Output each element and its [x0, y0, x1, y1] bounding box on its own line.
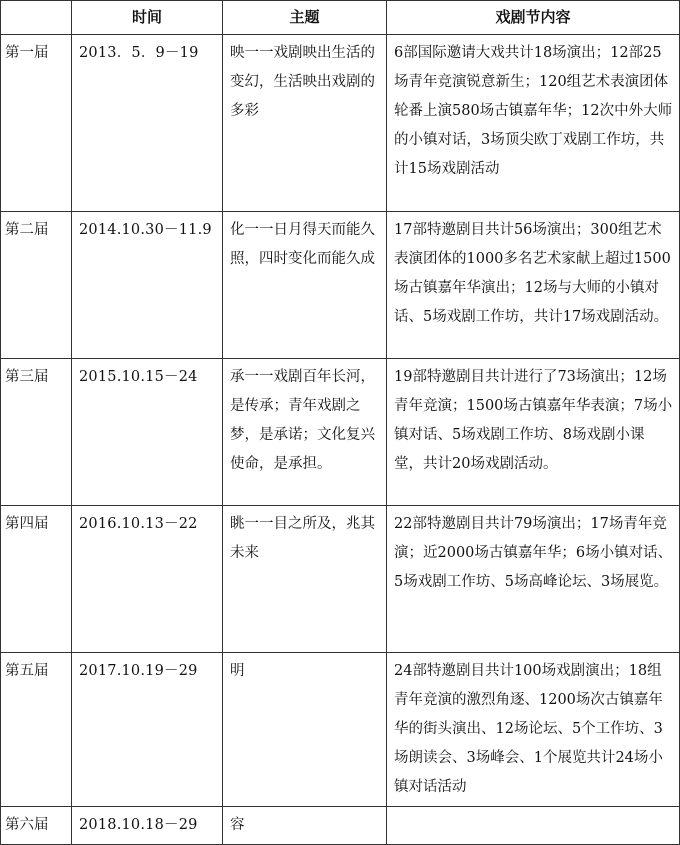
date-cell: 2013．5．9－19	[72, 35, 223, 212]
theme-cell: 容	[223, 807, 387, 845]
theme-cell: 承一一戏剧百年长河，是传承；青年戏剧之梦，是承诺；文化复兴使命，是承担。	[223, 359, 387, 506]
edition-cell: 第六届	[1, 807, 72, 845]
edition-cell: 第三届	[1, 359, 72, 506]
table-row	[1, 653, 680, 807]
edition-cell: 第五届	[1, 653, 72, 807]
content-cell: 19部特邀剧目共计进行了73场演出；12场青年竞演；1500场古镇嘉年华表演；7场小镇对话、5场戏剧工作坊、8场戏剧小课堂，共计20场戏剧活动。	[387, 359, 680, 506]
date-cell: 2017.10.19－29	[72, 653, 223, 807]
header-edition	[1, 1, 72, 35]
theme-cell: 眺一一目之所及，兆其未来	[223, 506, 387, 653]
edition-cell: 第二届	[1, 212, 72, 359]
table-row	[1, 359, 680, 506]
content-cell: 24部特邀剧目共计100场戏剧演出；18组青年竞演的激烈角逐、1200场次古镇嘉年华的街头演出、12场论坛、5个工作坊、3场朗读会、3场峰会、1个展览共计24场小镇对话活动	[387, 653, 680, 807]
header-row	[1, 1, 680, 35]
date-cell: 2014.10.30－11.9	[72, 212, 223, 359]
theme-cell: 映一一戏剧映出生活的变幻，生活映出戏剧的多彩	[223, 35, 387, 212]
table-row	[1, 807, 680, 845]
content-cell: 6部国际邀请大戏共计18场演出；12部25场青年竞演锐意新生；120组艺术表演团体轮番上演580场古镇嘉年华；12次中外大师的小镇对话，3场顶尖欧丁戏剧工作坊，共计15场戏剧活动	[387, 35, 680, 212]
theme-cell: 明	[223, 653, 387, 807]
header-time: 时间	[72, 1, 223, 35]
date-cell: 2015.10.15－24	[72, 359, 223, 506]
table-row	[1, 212, 680, 359]
theme-cell: 化一一日月得天而能久照，四时变化而能久成	[223, 212, 387, 359]
content-cell: 17部特邀剧目共计56场演出；300组艺术表演团体的1000多名艺术家献上超过1500场古镇嘉年华演出；12场与大师的小镇对话、5场戏剧工作坊，共计17场戏剧活动。	[387, 212, 680, 359]
date-cell: 2018.10.18－29	[72, 807, 223, 845]
edition-cell: 第一届	[1, 35, 72, 212]
table-row	[1, 506, 680, 653]
header-theme: 主题	[223, 1, 387, 35]
content-cell	[387, 807, 680, 845]
header-content: 戏剧节内容	[387, 1, 680, 35]
table-row	[1, 35, 680, 212]
content-cell: 22部特邀剧目共计79场演出；17场青年竞演；近2000场古镇嘉年华；6场小镇对话、5场戏剧工作坊、5场高峰论坛、3场展览。	[387, 506, 680, 653]
date-cell: 2016.10.13－22	[72, 506, 223, 653]
edition-cell: 第四届	[1, 506, 72, 653]
